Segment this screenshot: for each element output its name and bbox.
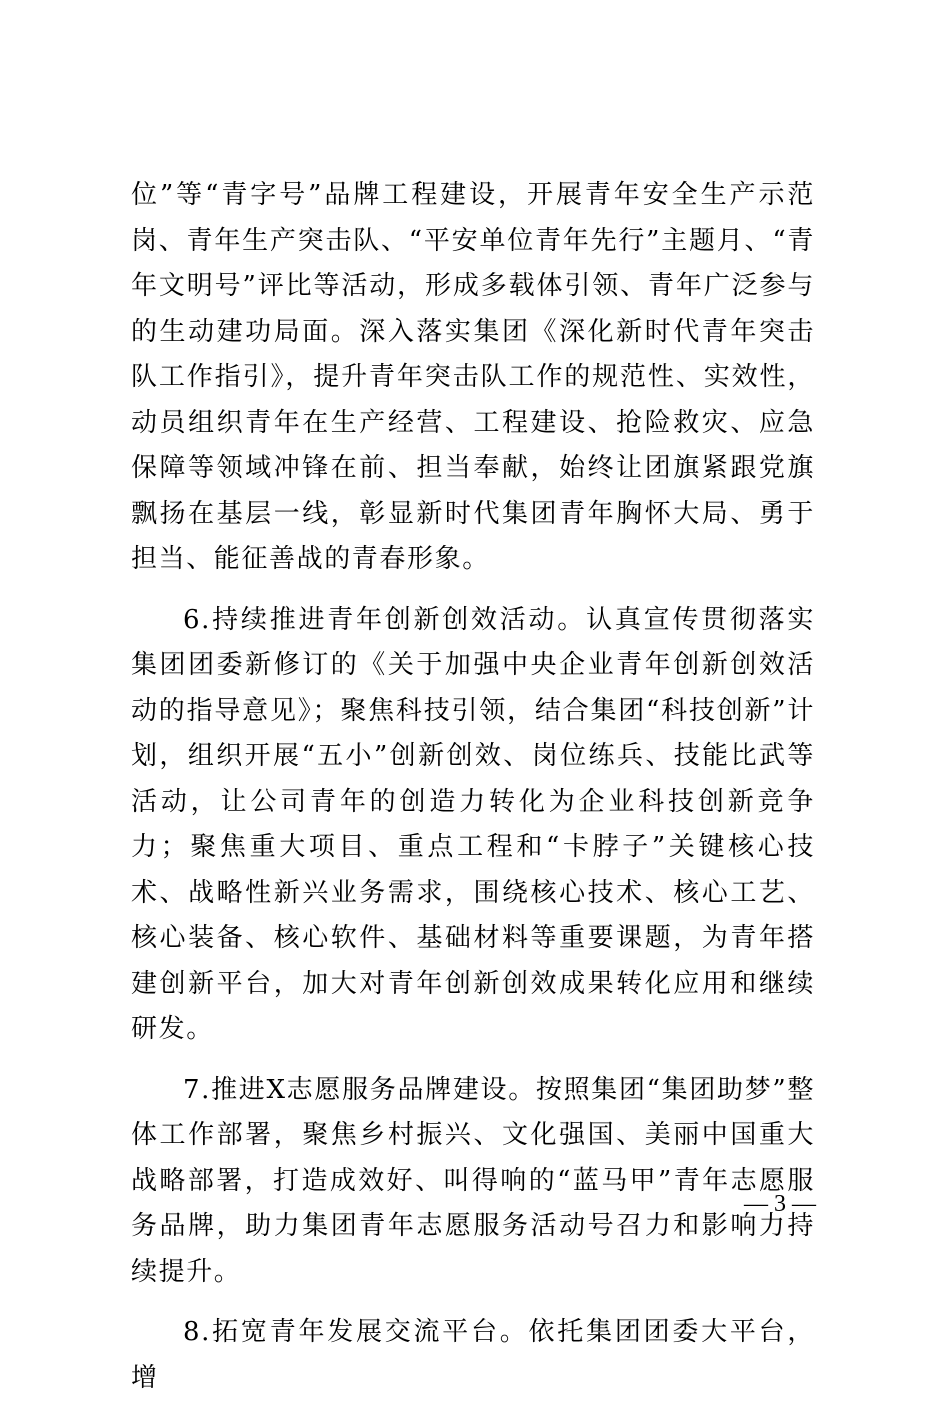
paragraph-item-8: 8.拓宽青年发展交流平台。依托集团团委大平台，增 <box>131 1317 815 1393</box>
page-number: — 3 — <box>744 1191 816 1217</box>
paragraph-continued: 位”等“青字号”品牌工程建设，开展青年安全生产示范岗、青年生产突击队、“平安单位青年先行”主题月、“青年文明号”评比等活动，形成多载体引领、青年广泛参与的生动建功局面。深入落实集团《深化新时代青年突击队工作指引》，提升青年突击队工作的规范性、实效性，动员组织青年在生产经营、工程建设、抢险救灾、应急保障等领域冲锋在前、担当奉献，始终让团旗紧跟党旗飘扬在基层一线，彰显新时代集团青年胸怀大局、勇于担当、能征善战的青春形象。 <box>131 180 815 574</box>
paragraph-item-7: 7.推进X志愿服务品牌建设。按照集团“集团助梦”整体工作部署，聚焦乡村振兴、文化强国、美丽中国重大战略部署，打造成效好、叫得响的“蓝马甲”青年志愿服务品牌，助力集团青年志愿服务活动号召力和影响力持续提升。 <box>131 1074 815 1287</box>
document-body <box>131 173 815 1401</box>
paragraph-item-6: 6.持续推进青年创新创效活动。认真宣传贯彻落实集团团委新修订的《关于加强中央企业青年创新创效活动的指导意见》；聚焦科技引领，结合集团“科技创新”计划，组织开展“五小”创新创效、岗位练兵、技能比武等活动，让公司青年的创造力转化为企业科技创新竞争力；聚焦重大项目、重点工程和“卡脖子”关键核心技术、战略性新兴业务需求，围绕核心技术、核心工艺、核心装备、核心软件、基础材料等重要课题，为青年搭建创新平台，加大对青年创新创效成果转化应用和继续研发。 <box>131 604 815 1044</box>
